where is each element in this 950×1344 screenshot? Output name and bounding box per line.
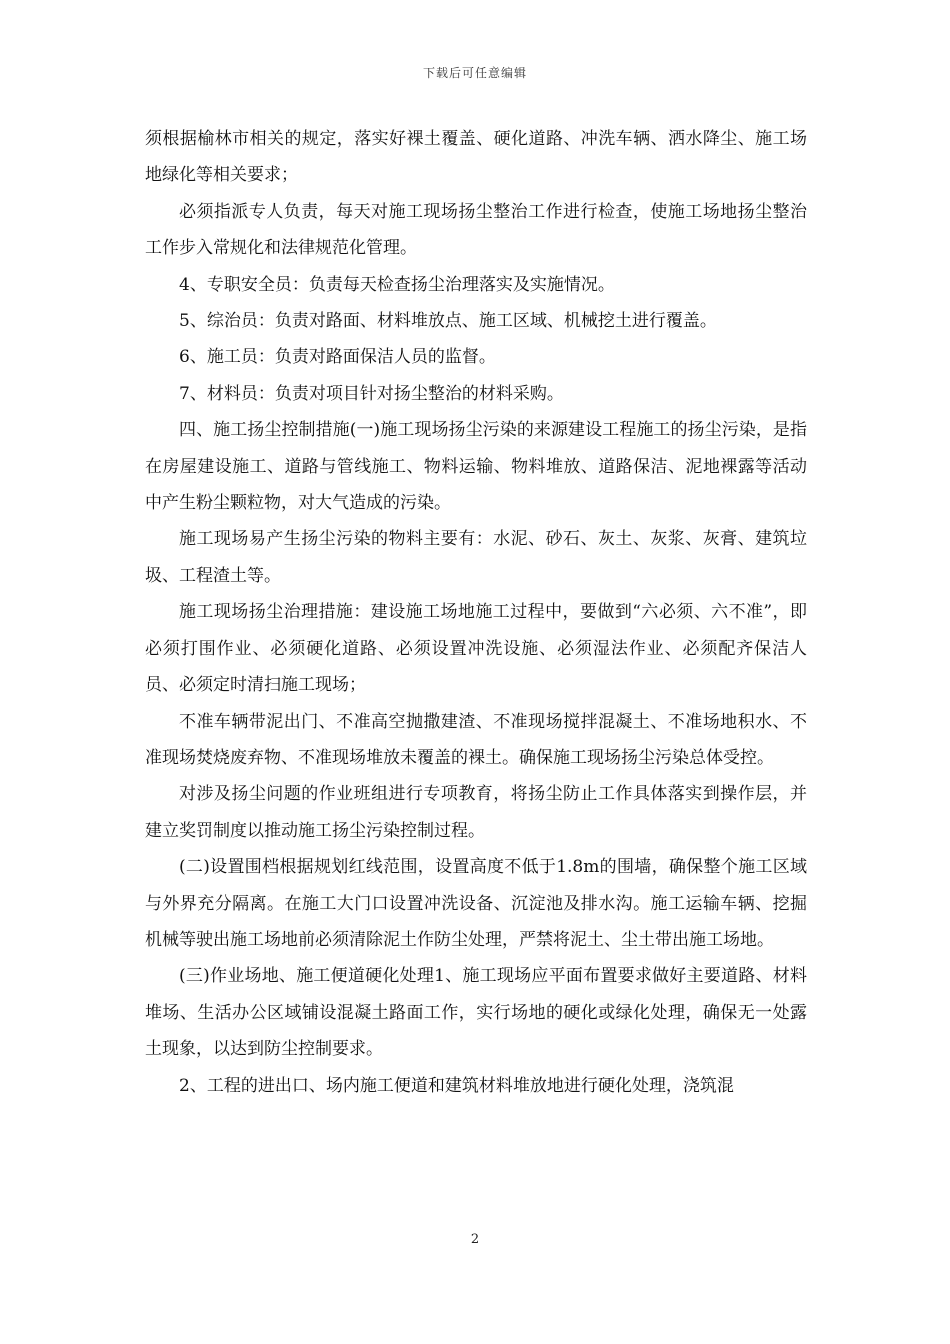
paragraph-10: 不准车辆带泥出门、不准高空抛撒建渣、不准现场搅拌混凝土、不准场地积水、不准现场焚烧废弃物、不准现场堆放未覆盖的裸土。确保施工现场扬尘污染总体受控。 — [145, 711, 807, 768]
paragraph-13: (三)作业场地、施工便道硬化处理1、施工现场应平面布置要求做好主要道路、材料堆场、生活办公区域铺设混凝土路面工作，实行场地的硬化或绿化处理，确保无一处露土现象，以达到防尘控制要求。 — [145, 966, 807, 1060]
paragraph-3: 4、专职安全员：负责每天检查扬尘治理落实及实施情况。 — [179, 274, 615, 295]
paragraph-9: 施工现场扬尘治理措施：建设施工场地施工过程中，要做到“六必须、六不准”，即必须打围作业、必须硬化道路、必须设置冲洗设施、必须湿法作业、必须配齐保洁人员、必须定时清扫施工现场； — [145, 602, 807, 696]
paragraph-11: 对涉及扬尘问题的作业班组进行专项教育，将扬尘防止工作具体落实到操作层，并建立奖罚制度以推动施工扬尘污染控制过程。 — [145, 784, 807, 841]
page-header: 下载后可任意编辑 — [422, 66, 527, 80]
paragraph-14: 2、工程的进出口、场内施工便道和建筑材料堆放地进行硬化处理，浇筑混 — [179, 1075, 734, 1096]
paragraph-12: (二)设置围档根据规划红线范围，设置高度不低于1.8m的围墙，确保整个施工区域与外界充分隔离。在施工大门口设置冲洗设备、沉淀池及排水沟。施工运输车辆、挖掘机械等驶出施工场地前必须清除泥土作防尘处理，严禁将泥土、尘土带出施工场地。 — [145, 857, 807, 950]
paragraph-1: 须根据榆林市相关的规定，落实好裸土覆盖、硬化道路、冲洗车辆、洒水降尘、施工场地绿化等相关要求； — [145, 129, 807, 186]
paragraph-6: 7、材料员：负责对项目针对扬尘整治的材料采购。 — [179, 383, 564, 404]
paragraph-4: 5、综治员：负责对路面、材料堆放点、施工区域、机械挖土进行覆盖。 — [179, 311, 717, 332]
document-body — [145, 121, 807, 1104]
paragraph-8: 施工现场易产生扬尘污染的物料主要有：水泥、砂石、灰土、灰浆、灰膏、建筑垃圾、工程渣土等。 — [145, 529, 807, 586]
page-number: 2 — [470, 1232, 480, 1247]
paragraph-2: 必须指派专人负责，每天对施工现场扬尘整治工作进行检查，使施工场地扬尘整治工作步入常规化和法律规范化管理。 — [145, 201, 807, 259]
paragraph-5: 6、施工员：负责对路面保洁人员的监督。 — [179, 347, 496, 368]
paragraph-7: 四、施工扬尘控制措施(一)施工现场扬尘污染的来源建设工程施工的扬尘污染，是指在房屋建设施工、道路与管线施工、物料运输、物料堆放、道路保洁、泥地裸露等活动中产生粉尘颗粒物，对大气造成的污染。 — [145, 420, 807, 514]
